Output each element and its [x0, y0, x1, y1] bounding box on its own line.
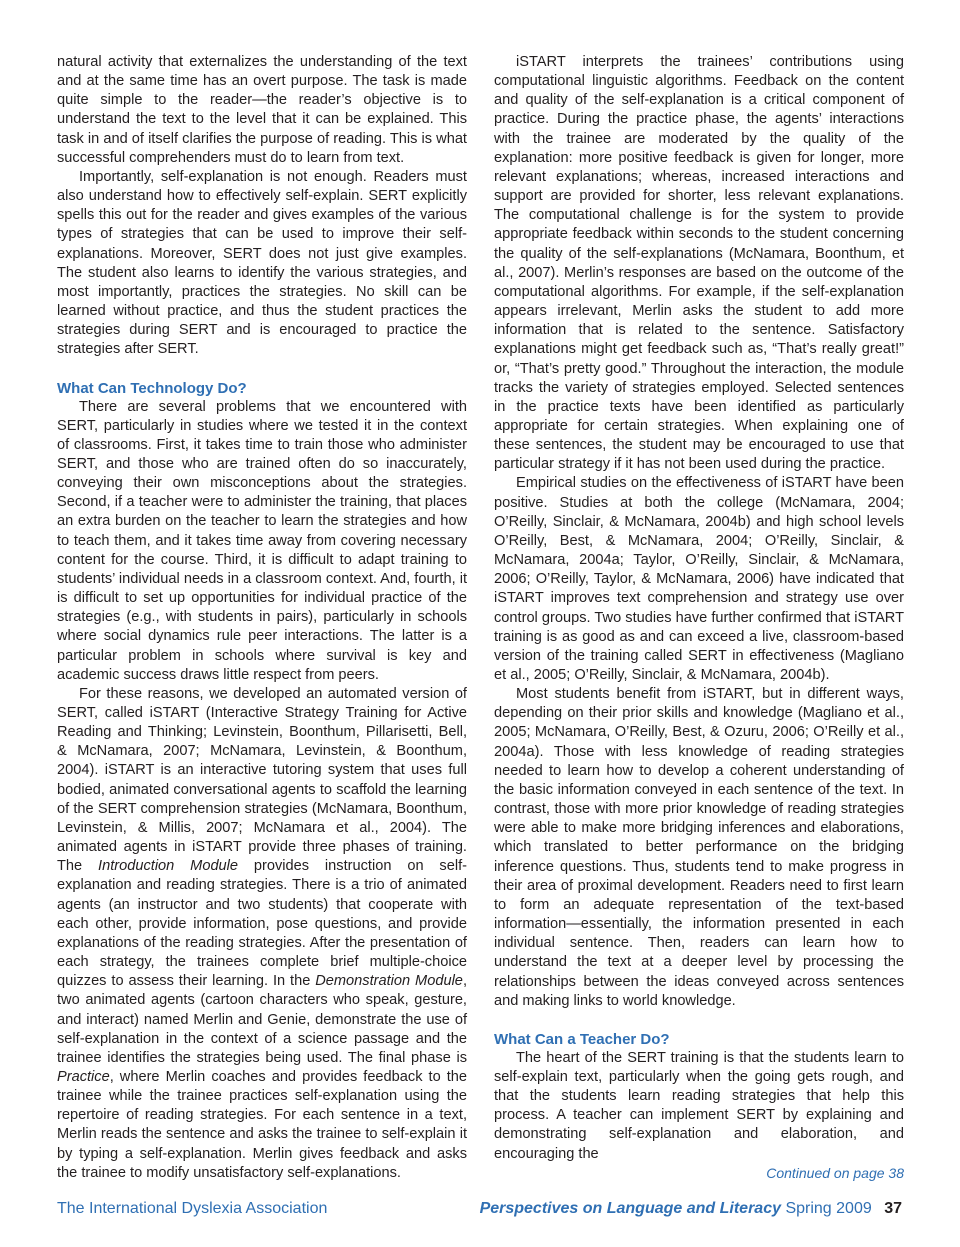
journal-title: Perspectives on Language and Literacy — [479, 1200, 781, 1217]
practice-term: Practice — [57, 1068, 110, 1085]
right-column — [494, 53, 904, 1183]
text-run: , two animated agents (cartoon characters who speak, gesture, and interact) named Merlin and Genie, demonstrate the use of self-explanation in the context of a science passage and the trainee identifies the strategies being used. The final phase is — [57, 973, 467, 1066]
paragraph: iSTART interprets the trainees’ contributions using computational linguistic algorithms. Feedback on the content and quality of the self-explanation is a critical component of practice. During the practice phase, the agents’ interactions with the trainee are moderated by the quality of the explanation: more positive feedback is given for longer, more relevant explanations; whereas, increased interactions and support are provided for shorter, less relevant explanations. The computational challenge is for the system to provide appropriate feedback within seconds to the student concerning the quality of the self-explanations (McNamara, Boonthum, et al., 2007). Merlin’s responses are based on the outcome of the computational algorithms. For example, if the self-explanation appears irrelevant, Merlin asks the student to add more information that is related to the sentence. Satisfactory explanations might get feedback such as, “That’s really great!” or, “That’s pretty good.” Throughout the interaction, the module tracks the variety of strategies employed. Selected sentences in the practice texts have been identified as particularly appropriate for certain strategies. When explaining one of these sentences, the student may be encouraged to use that particular strategy if it has not been used during the practice. — [494, 54, 904, 473]
text-run: , where Merlin coaches and provides feedback to the trainee while the trainee practices self-explanation using the repertoire of reading strategies. For each sentence in a text, Merlin reads the sentence and asks the trainee to self-explain it by typing a self-explanation. Merlin gives feedback and asks the trainee to modify unsatisfactory self-explanations. — [57, 1068, 467, 1181]
paragraph: The heart of the SERT training is that the students learn to self-explain text, particularly when the going gets rough, and that the students learn reading strategies that help this process. A teacher can implement SERT by explaining and demonstrating self-explanation and elaboration, and encouraging the — [494, 1049, 904, 1162]
page-number: 37 — [884, 1200, 902, 1217]
demonstration-module-term: Demonstration Module — [315, 973, 463, 990]
footer-citation — [480, 1200, 902, 1218]
issue-date: Spring 2009 — [785, 1200, 872, 1217]
paragraph-istart — [57, 685, 467, 1183]
paragraph: natural activity that externalizes the understanding of the text and at the same time has an overt purpose. The task is made quite simple to the reader—the reader’s objective is to understand the text to the level that it can be explained. This task in and of itself clarifies the purpose of reading. This is what successful comprehenders must do to learn from text. — [57, 54, 467, 166]
section-heading-teacher: What Can a Teacher Do? — [494, 1030, 670, 1048]
left-column — [57, 53, 467, 1183]
footer-organization: The International Dyslexia Association — [57, 1200, 328, 1217]
paragraph: Importantly, self-explanation is not enough. Readers must also understand how to effectively self-explain. SERT explicitly spells this out for the reader and gives examples of the various types of strategies that can be used to improve their self-explanations. Moreover, SERT does not just give examples. The student also learns to identify the various strategies, and most importantly, practices the strategies. No skill can be learned without practice, and thus the student practices the strategies during SERT and is encouraged to practice the strategies after SERT. — [57, 168, 467, 358]
text-run: For these reasons, we developed an automated version of SERT, called iSTART (Interactive Strategy Training for Active Reading and Thinking; Levinstein, Boonthum, Pillarisetti, Bell, & McNamara, 2007; McNamara, Levinstein, & Boonthum, 2004). iSTART is an interactive tutoring system that uses full bodied, animated conversational agents to scaffold the learning of the SERT comprehension strategies (McNamara, Boonthum, Levinstein, & Millis, 2007; McNamara et al., 2004). The animated agents in iSTART provide three phases of training. The — [57, 685, 467, 875]
continued-note: Continued on page 38 — [766, 1164, 904, 1181]
section-heading-technology: What Can Technology Do? — [57, 379, 247, 397]
introduction-module-term: Introduction Module — [98, 858, 239, 875]
paragraph: There are several problems that we encountered with SERT, particularly in studies where we tested it in the context of classrooms. First, it takes time to train those who administer SERT, and those who are trained often do so inaccurately, conveying their own misconceptions about the strategies. Second, if a teacher were to administer the training, that places an extra burden on the teacher to learn the strategies and how to teach them, and it takes time away from covering necessary content for the course. Third, it is difficult to adapt training to students’ individual needs in a classroom context. And, fourth, it is difficult to set up opportunities for individual practice of the strategies (e.g., with students in pairs), particularly in schools where social dynamics rule peer interactions. The latter is a particular problem in schools where survival is key and academic success draws little respect from peers. — [57, 398, 467, 683]
paragraph: Empirical studies on the effectiveness of iSTART have been positive. Studies at both the college (McNamara, 2004; O’Reilly, Sinclair, & McNamara, 2004b) and high school levels O’Reilly, Best, & McNamara, 2004; O’Reilly, Sinclair, & McNamara, 2004a; Taylor, O’Reilly, Sinclair, & McNamara, 2006; O’Reilly, Taylor, & McNamara, 2006) have indicated that iSTART improves text comprehension and strategy use over control groups. Two studies have further confirmed that iSTART training is as good as and can exceed a live, classroom-based version of the training called SERT in effectiveness (Magliano et al., 2005; O’Reilly, Sinclair, & McNamara, 2004b). — [494, 475, 904, 683]
paragraph: Most students benefit from iSTART, but in different ways, depending on their prior skills and knowledge (Magliano et al., 2005; McNamara, O’Reilly, Best, & Ozuru, 2006; O’Reilly et al., 2004a). Those with less knowledge of reading strategies needed to learn how to develop a coherent understanding of the basic information conveyed in each sentence of the text. In contrast, those with more prior knowledge of reading strategies were able to make more bridging inferences and elaborations, which translated to better performance on the bridging inference questions. Thus, students tend to make progress in their area of proximal development. Readers need to first learn to form an adequate representation of the text-based information—essentially, the information presented in each individual sentence. Then, readers can learn how to understand the text at a deeper level by processing the relationships between the ideas conveyed across sentences and making links to world knowledge. — [494, 686, 904, 1009]
text-run: provides instruction on self-explanation and reading strategies. There is a trio of animated agents (an instructor and two students) that cooperate with each other, provide information, pose questions, and provide explanations of the reading strategies. After the presentation of each strategy, the trainees complete brief multiple-choice quizzes to assess their learning. In the — [57, 858, 467, 990]
